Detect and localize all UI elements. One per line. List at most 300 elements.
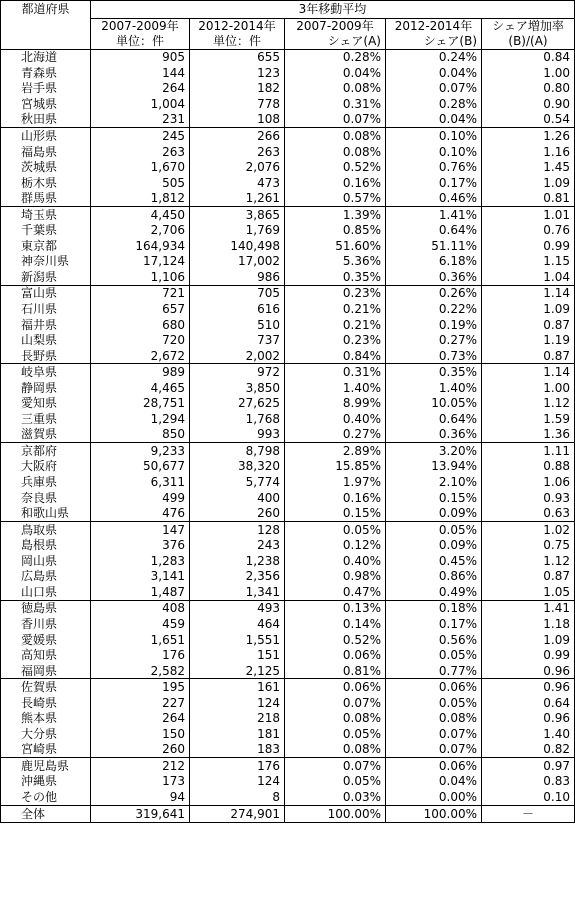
count-2012-2014-cell: 737 [190,332,285,348]
table-row [1,380,575,396]
prefecture-cell: 岡山県 [1,553,91,569]
prefecture-cell: 沖縄県 [1,774,91,790]
share-b-cell: 2.10% [386,474,482,490]
count-2012-2014-cell: 993 [190,427,285,443]
total-count-2007-2009-cell: 319,641 [91,805,190,822]
count-2007-2009-cell: 147 [91,521,190,537]
share-ratio-cell: 1.11 [482,443,575,459]
count-2012-2014-cell: 17,002 [190,254,285,270]
table-row [1,411,575,427]
share-a-cell: 1.40% [285,380,386,396]
share-ratio-cell: 0.81 [482,190,575,206]
share-b-cell: 0.08% [386,710,482,726]
prefecture-cell: 千葉県 [1,223,91,239]
count-2007-2009-cell: 1,670 [91,159,190,175]
count-2007-2009-cell: 264 [91,710,190,726]
share-ratio-cell: 1.09 [482,632,575,648]
share-ratio-cell: 1.00 [482,380,575,396]
count-2012-2014-cell: 27,625 [190,396,285,412]
table-row [1,459,575,475]
share-a-cell: 0.07% [285,112,386,128]
count-2012-2014-cell: 986 [190,269,285,285]
prefecture-cell: 山口県 [1,584,91,600]
share-b-cell: 0.15% [386,490,482,506]
table-row [1,49,575,65]
prefecture-cell: 兵庫県 [1,474,91,490]
count-2012-2014-cell: 778 [190,96,285,112]
share-a-cell: 0.07% [285,758,386,774]
count-2012-2014-cell: 1,768 [190,411,285,427]
share-a-cell: 0.21% [285,317,386,333]
count-2012-2014-cell: 705 [190,285,285,301]
header-moving-average: 3年移動平均 [91,1,575,19]
header-row-2 [1,18,575,34]
share-a-cell: 0.84% [285,348,386,364]
header-col3-top: 2007-2009年 [285,18,386,34]
share-a-cell: 51.60% [285,238,386,254]
table-row [1,364,575,380]
share-ratio-cell: 0.97 [482,758,575,774]
count-2007-2009-cell: 227 [91,695,190,711]
count-2007-2009-cell: 94 [91,789,190,805]
share-a-cell: 0.05% [285,774,386,790]
count-2007-2009-cell: 1,004 [91,96,190,112]
count-2007-2009-cell: 150 [91,726,190,742]
table-row [1,537,575,553]
share-b-cell: 0.27% [386,332,482,348]
share-a-cell: 0.14% [285,616,386,632]
count-2007-2009-cell: 1,106 [91,269,190,285]
share-a-cell: 0.16% [285,175,386,191]
count-2007-2009-cell: 195 [91,679,190,695]
table-row [1,285,575,301]
share-a-cell: 0.05% [285,726,386,742]
share-b-cell: 0.07% [386,726,482,742]
table-row [1,206,575,222]
table-row [1,569,575,585]
share-b-cell: 0.17% [386,175,482,191]
count-2012-2014-cell: 5,774 [190,474,285,490]
share-b-cell: 0.36% [386,269,482,285]
prefecture-cell: 岩手県 [1,81,91,97]
share-b-cell: 0.56% [386,632,482,648]
count-2012-2014-cell: 260 [190,505,285,521]
count-2007-2009-cell: 1,294 [91,411,190,427]
count-2012-2014-cell: 655 [190,49,285,65]
total-share-a-cell: 100.00% [285,805,386,822]
count-2007-2009-cell: 499 [91,490,190,506]
share-ratio-cell: 0.54 [482,112,575,128]
prefecture-cell: 埼玉県 [1,206,91,222]
share-a-cell: 15.85% [285,459,386,475]
count-2007-2009-cell: 50,677 [91,459,190,475]
count-2007-2009-cell: 144 [91,65,190,81]
table-row [1,190,575,206]
count-2007-2009-cell: 176 [91,647,190,663]
share-ratio-cell: 1.15 [482,254,575,270]
table-row [1,553,575,569]
share-b-cell: 0.00% [386,789,482,805]
count-2007-2009-cell: 989 [91,364,190,380]
table-row [1,616,575,632]
header-col5-bottom: (B)/(A) [482,34,575,50]
table-row [1,474,575,490]
share-ratio-cell: 0.83 [482,774,575,790]
count-2012-2014-cell: 124 [190,695,285,711]
share-a-cell: 5.36% [285,254,386,270]
count-2012-2014-cell: 140,498 [190,238,285,254]
table-row [1,159,575,175]
share-a-cell: 0.07% [285,695,386,711]
share-b-cell: 0.19% [386,317,482,333]
prefecture-cell: 広島県 [1,569,91,585]
count-2012-2014-cell: 8 [190,789,285,805]
count-2012-2014-cell: 473 [190,175,285,191]
count-2012-2014-cell: 263 [190,144,285,160]
share-a-cell: 0.08% [285,144,386,160]
table-row [1,427,575,443]
count-2012-2014-cell: 161 [190,679,285,695]
share-a-cell: 0.98% [285,569,386,585]
count-2012-2014-cell: 510 [190,317,285,333]
prefecture-cell: 神奈川県 [1,254,91,270]
count-2012-2014-cell: 128 [190,521,285,537]
share-ratio-cell: 1.01 [482,206,575,222]
share-a-cell: 0.47% [285,584,386,600]
prefecture-cell: 山形県 [1,128,91,144]
share-b-cell: 0.76% [386,159,482,175]
table-row [1,81,575,97]
count-2012-2014-cell: 2,356 [190,569,285,585]
count-2007-2009-cell: 476 [91,505,190,521]
prefecture-cell: 新潟県 [1,269,91,285]
share-a-cell: 8.99% [285,396,386,412]
count-2012-2014-cell: 1,341 [190,584,285,600]
prefecture-cell: 高知県 [1,647,91,663]
share-b-cell: 0.10% [386,128,482,144]
share-ratio-cell: 1.16 [482,144,575,160]
header-col3-bottom: シェア(A) [285,34,386,50]
table-row [1,396,575,412]
prefecture-cell: 香川県 [1,616,91,632]
share-ratio-cell: 1.59 [482,411,575,427]
table-row [1,774,575,790]
header-prefecture-blank [1,18,91,34]
prefecture-cell: 佐賀県 [1,679,91,695]
table-row [1,600,575,616]
share-b-cell: 0.64% [386,411,482,427]
count-2012-2014-cell: 108 [190,112,285,128]
count-2007-2009-cell: 408 [91,600,190,616]
count-2012-2014-cell: 181 [190,726,285,742]
count-2012-2014-cell: 1,238 [190,553,285,569]
share-a-cell: 0.27% [285,427,386,443]
table-row [1,317,575,333]
count-2007-2009-cell: 264 [91,81,190,97]
count-2012-2014-cell: 123 [190,65,285,81]
count-2007-2009-cell: 721 [91,285,190,301]
share-ratio-cell: 0.84 [482,49,575,65]
share-a-cell: 0.12% [285,537,386,553]
share-ratio-cell: 1.02 [482,521,575,537]
table-row [1,223,575,239]
prefecture-cell: 岐阜県 [1,364,91,380]
share-ratio-cell: 1.14 [482,285,575,301]
count-2007-2009-cell: 459 [91,616,190,632]
prefecture-cell: 京都府 [1,443,91,459]
share-a-cell: 0.21% [285,301,386,317]
table-row [1,348,575,364]
share-ratio-cell: 1.00 [482,65,575,81]
count-2012-2014-cell: 2,125 [190,663,285,679]
prefecture-cell: 愛知県 [1,396,91,412]
table-row [1,443,575,459]
prefecture-cell: 青森県 [1,65,91,81]
count-2012-2014-cell: 1,769 [190,223,285,239]
share-a-cell: 0.03% [285,789,386,805]
prefecture-cell: 島根県 [1,537,91,553]
count-2012-2014-cell: 183 [190,742,285,758]
share-ratio-cell: 0.10 [482,789,575,805]
share-ratio-cell: 1.05 [482,584,575,600]
share-ratio-cell: 0.87 [482,348,575,364]
count-2007-2009-cell: 505 [91,175,190,191]
header-col2-top: 2012-2014年 [190,18,285,34]
share-a-cell: 0.85% [285,223,386,239]
share-ratio-cell: 0.96 [482,679,575,695]
share-ratio-cell: 1.09 [482,175,575,191]
share-b-cell: 6.18% [386,254,482,270]
count-2007-2009-cell: 3,141 [91,569,190,585]
share-ratio-cell: 0.87 [482,317,575,333]
table-row [1,584,575,600]
count-2007-2009-cell: 1,487 [91,584,190,600]
header-row-1 [1,1,575,19]
share-b-cell: 0.10% [386,144,482,160]
header-col1-bottom: 単位：件 [91,34,190,50]
count-2007-2009-cell: 2,582 [91,663,190,679]
count-2012-2014-cell: 38,320 [190,459,285,475]
share-b-cell: 0.09% [386,537,482,553]
prefecture-cell: 栃木県 [1,175,91,191]
share-a-cell: 0.08% [285,128,386,144]
count-2007-2009-cell: 164,934 [91,238,190,254]
count-2012-2014-cell: 400 [190,490,285,506]
table-row [1,789,575,805]
share-a-cell: 0.08% [285,742,386,758]
prefecture-cell: 福井県 [1,317,91,333]
share-ratio-cell: 0.82 [482,742,575,758]
total-share-ratio-cell: － [482,805,575,822]
count-2012-2014-cell: 124 [190,774,285,790]
share-b-cell: 0.06% [386,679,482,695]
table-row [1,695,575,711]
table-row [1,505,575,521]
share-b-cell: 0.04% [386,65,482,81]
count-2007-2009-cell: 9,233 [91,443,190,459]
prefecture-cell: 熊本県 [1,710,91,726]
table-row [1,663,575,679]
total-prefecture-cell: 全体 [1,805,91,822]
count-2007-2009-cell: 212 [91,758,190,774]
prefecture-cell: 鹿児島県 [1,758,91,774]
share-a-cell: 0.13% [285,600,386,616]
share-b-cell: 0.04% [386,112,482,128]
share-a-cell: 0.40% [285,411,386,427]
table-row [1,269,575,285]
count-2012-2014-cell: 1,551 [190,632,285,648]
share-ratio-cell: 1.14 [482,364,575,380]
share-ratio-cell: 0.76 [482,223,575,239]
prefecture-cell: 鳥取県 [1,521,91,537]
table-row [1,742,575,758]
count-2007-2009-cell: 28,751 [91,396,190,412]
count-2012-2014-cell: 616 [190,301,285,317]
count-2007-2009-cell: 17,124 [91,254,190,270]
share-b-cell: 0.05% [386,647,482,663]
table-row [1,679,575,695]
header-prefecture: 都道府県 [1,1,91,19]
share-ratio-cell: 0.99 [482,647,575,663]
count-2007-2009-cell: 657 [91,301,190,317]
prefecture-cell: 北海道 [1,49,91,65]
prefecture-cell: 長崎県 [1,695,91,711]
count-2012-2014-cell: 151 [190,647,285,663]
table-row [1,758,575,774]
prefecture-cell: 富山県 [1,285,91,301]
count-2012-2014-cell: 266 [190,128,285,144]
count-2007-2009-cell: 905 [91,49,190,65]
total-row [1,805,575,822]
prefecture-cell: 茨城県 [1,159,91,175]
share-b-cell: 0.36% [386,427,482,443]
share-ratio-cell: 0.96 [482,710,575,726]
share-b-cell: 0.05% [386,695,482,711]
table-row [1,301,575,317]
table-row [1,254,575,270]
share-b-cell: 0.64% [386,223,482,239]
share-b-cell: 0.22% [386,301,482,317]
table-row [1,96,575,112]
count-2007-2009-cell: 1,651 [91,632,190,648]
share-b-cell: 0.45% [386,553,482,569]
total-count-2012-2014-cell: 274,901 [190,805,285,822]
table-row [1,726,575,742]
count-2012-2014-cell: 2,076 [190,159,285,175]
share-a-cell: 0.05% [285,521,386,537]
count-2007-2009-cell: 2,706 [91,223,190,239]
share-b-cell: 0.09% [386,505,482,521]
prefecture-cell: 長野県 [1,348,91,364]
share-ratio-cell: 0.88 [482,459,575,475]
count-2007-2009-cell: 231 [91,112,190,128]
count-2012-2014-cell: 176 [190,758,285,774]
count-2007-2009-cell: 245 [91,128,190,144]
share-b-cell: 3.20% [386,443,482,459]
share-b-cell: 51.11% [386,238,482,254]
prefecture-cell: 愛媛県 [1,632,91,648]
share-ratio-cell: 1.36 [482,427,575,443]
share-ratio-cell: 1.19 [482,332,575,348]
share-b-cell: 0.28% [386,96,482,112]
count-2012-2014-cell: 218 [190,710,285,726]
share-ratio-cell: 1.41 [482,600,575,616]
prefecture-cell: 東京都 [1,238,91,254]
share-ratio-cell: 0.99 [482,238,575,254]
prefecture-cell: 奈良県 [1,490,91,506]
share-b-cell: 0.26% [386,285,482,301]
prefecture-cell: 山梨県 [1,332,91,348]
prefecture-cell: 和歌山県 [1,505,91,521]
count-2007-2009-cell: 6,311 [91,474,190,490]
share-a-cell: 0.81% [285,663,386,679]
prefecture-cell: 福岡県 [1,663,91,679]
share-ratio-cell: 1.45 [482,159,575,175]
table-row [1,521,575,537]
prefecture-cell: 静岡県 [1,380,91,396]
table-row [1,65,575,81]
count-2012-2014-cell: 493 [190,600,285,616]
share-ratio-cell: 1.06 [482,474,575,490]
table-row [1,112,575,128]
prefecture-cell: 滋賀県 [1,427,91,443]
share-ratio-cell: 0.90 [482,96,575,112]
share-a-cell: 0.31% [285,96,386,112]
share-ratio-cell: 0.96 [482,663,575,679]
count-2007-2009-cell: 720 [91,332,190,348]
share-a-cell: 0.23% [285,332,386,348]
share-b-cell: 13.94% [386,459,482,475]
count-2007-2009-cell: 4,465 [91,380,190,396]
share-ratio-cell: 1.26 [482,128,575,144]
prefecture-cell: その他 [1,789,91,805]
share-ratio-cell: 0.80 [482,81,575,97]
prefecture-cell: 三重県 [1,411,91,427]
prefecture-cell: 石川県 [1,301,91,317]
share-ratio-cell: 1.04 [482,269,575,285]
prefecture-cell: 宮崎県 [1,742,91,758]
share-b-cell: 0.73% [386,348,482,364]
count-2007-2009-cell: 263 [91,144,190,160]
share-ratio-cell: 1.40 [482,726,575,742]
share-a-cell: 0.52% [285,632,386,648]
share-ratio-cell: 0.63 [482,505,575,521]
header-prefecture-blank [1,34,91,50]
count-2007-2009-cell: 376 [91,537,190,553]
share-ratio-cell: 0.64 [482,695,575,711]
count-2012-2014-cell: 972 [190,364,285,380]
share-a-cell: 0.06% [285,679,386,695]
count-2007-2009-cell: 850 [91,427,190,443]
share-b-cell: 0.07% [386,742,482,758]
prefecture-cell: 秋田県 [1,112,91,128]
share-a-cell: 1.97% [285,474,386,490]
count-2007-2009-cell: 1,283 [91,553,190,569]
share-a-cell: 1.39% [285,206,386,222]
share-b-cell: 0.77% [386,663,482,679]
share-a-cell: 0.06% [285,647,386,663]
share-b-cell: 10.05% [386,396,482,412]
count-2012-2014-cell: 464 [190,616,285,632]
count-2012-2014-cell: 8,798 [190,443,285,459]
share-a-cell: 0.16% [285,490,386,506]
header-col4-top: 2012-2014年 [386,18,482,34]
count-2012-2014-cell: 3,865 [190,206,285,222]
share-a-cell: 0.35% [285,269,386,285]
table-row [1,332,575,348]
table-row [1,238,575,254]
header-col4-bottom: シェア(B) [386,34,482,50]
